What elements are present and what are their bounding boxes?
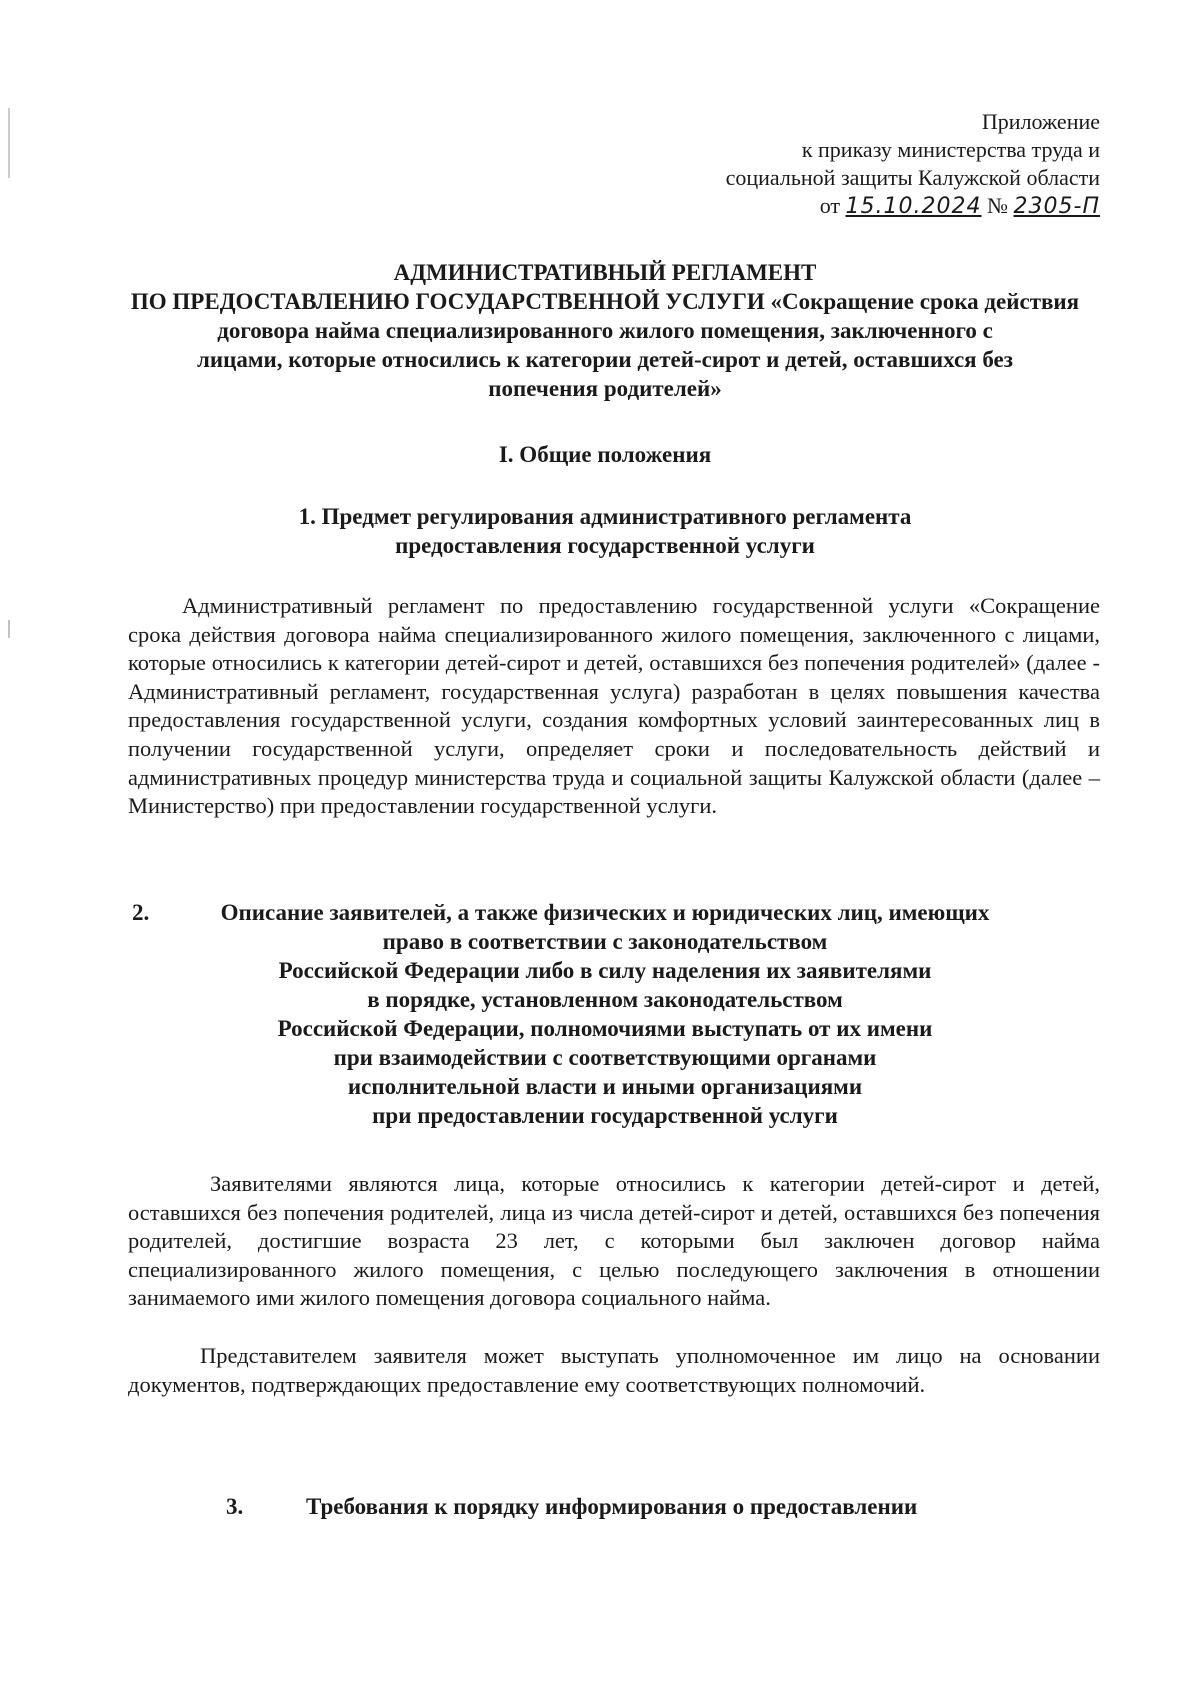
title-line-5: попечения родителей»: [488, 376, 722, 401]
appendix-line-2: к приказу министерства труда и: [801, 137, 1100, 162]
section-2-heading-line: при предоставлении государственной услуги: [372, 1103, 838, 1128]
part-1-heading: I. Общие положения: [498, 442, 712, 467]
section-2-heading-line: Российской Федерации, полномочиями выступать от их имени: [277, 1016, 933, 1041]
scan-artifact: [8, 108, 10, 178]
section-2-heading-line: в порядке, установленном законодательством: [367, 987, 843, 1012]
section-2-heading-lines: [110, 898, 1100, 1130]
section-3-heading: [110, 1492, 1100, 1521]
appendix-line-1: Приложение: [981, 109, 1100, 134]
section-2-heading: [110, 898, 1100, 1130]
number-prefix: №: [987, 193, 1009, 218]
date-value: 15.10.2024: [845, 194, 982, 219]
section-3-heading-line-1: Требования к порядку информирования о предоставлении: [306, 1494, 918, 1519]
title-line-3: договора найма специализированного жилого помещения, заключенного с: [217, 318, 993, 343]
number-value: 2305-П: [1013, 194, 1100, 219]
title-line-1: АДМИНИСТРАТИВНЫЙ РЕГЛАМЕНТ: [393, 260, 817, 285]
section-2-number: 2.: [132, 900, 150, 925]
title-line-2: ПО ПРЕДОСТАВЛЕНИЮ ГОСУДАРСТВЕННОЙ УСЛУГИ «Сокращение срока действия: [130, 289, 1080, 314]
section-2-heading-line: Описание заявителей, а также физических и юридических лиц, имеющих: [220, 900, 990, 925]
section-2-paragraph-1: Заявителями являются лица, которые относились к категории детей-сирот и детей, оставшихся без попечения родителей, лица из числа детей-сирот и детей, оставшихся без попечения родителей, достигшие возраста 23 лет, с которыми был заключен договор найма специализированного жилого помещения, с целью последующего заключения в отношении занимаемого ими жилого помещения договора социального найма.: [128, 1171, 1100, 1311]
section-1-paragraph: Административный регламент по предоставлению государственной услуги «Сокращение срока действия договора найма специализированного жилого помещения, заключенного с лицами, которые относились к категории детей-сирот и детей, оставшихся без попечения родителей» (далее - Административный регламент, государственная услуга) разработан в целях повышения качества предоставления государственной услуги, создания комфортных условий заинтересованных лиц в получении государственной услуги, определяет сроки и последовательность действий и административных процедур министерства труда и социальной защиты Калужской области (далее – Министерство) при предоставлении государственной услуги.: [128, 593, 1100, 819]
section-2-paragraph-2: Представителем заявителя может выступать уполномоченное им лицо на основании документов, подтверждающих предоставление ему соответствующих полномочий.: [128, 1343, 1100, 1397]
appendix-block: [726, 108, 1100, 221]
section-2-heading-line: Российской Федерации либо в силу наделения их заявителями: [278, 958, 932, 983]
section-1-heading: [110, 502, 1100, 560]
section-3-number: 3.: [226, 1494, 244, 1519]
appendix-line-3: социальной защиты Калужской области: [725, 165, 1100, 190]
appendix-date-line: [726, 192, 1100, 221]
date-prefix: от: [819, 193, 841, 218]
document-title: [110, 258, 1100, 403]
section-2-heading-line: исполнительной власти и иными организациями: [347, 1074, 863, 1099]
title-line-4: лицами, которые относились к категории детей-сирот и детей, оставшихся без: [196, 347, 1014, 372]
section-2-heading-line: право в соответствии с законодательством: [382, 929, 828, 954]
section-1-heading-line-1: 1. Предмет регулирования административного регламента: [298, 504, 912, 529]
section-2-heading-line: при взаимодействии с соответствующими органами: [333, 1045, 877, 1070]
section-1-heading-line-2: предоставления государственной услуги: [395, 533, 815, 558]
scan-artifact: [8, 620, 10, 638]
